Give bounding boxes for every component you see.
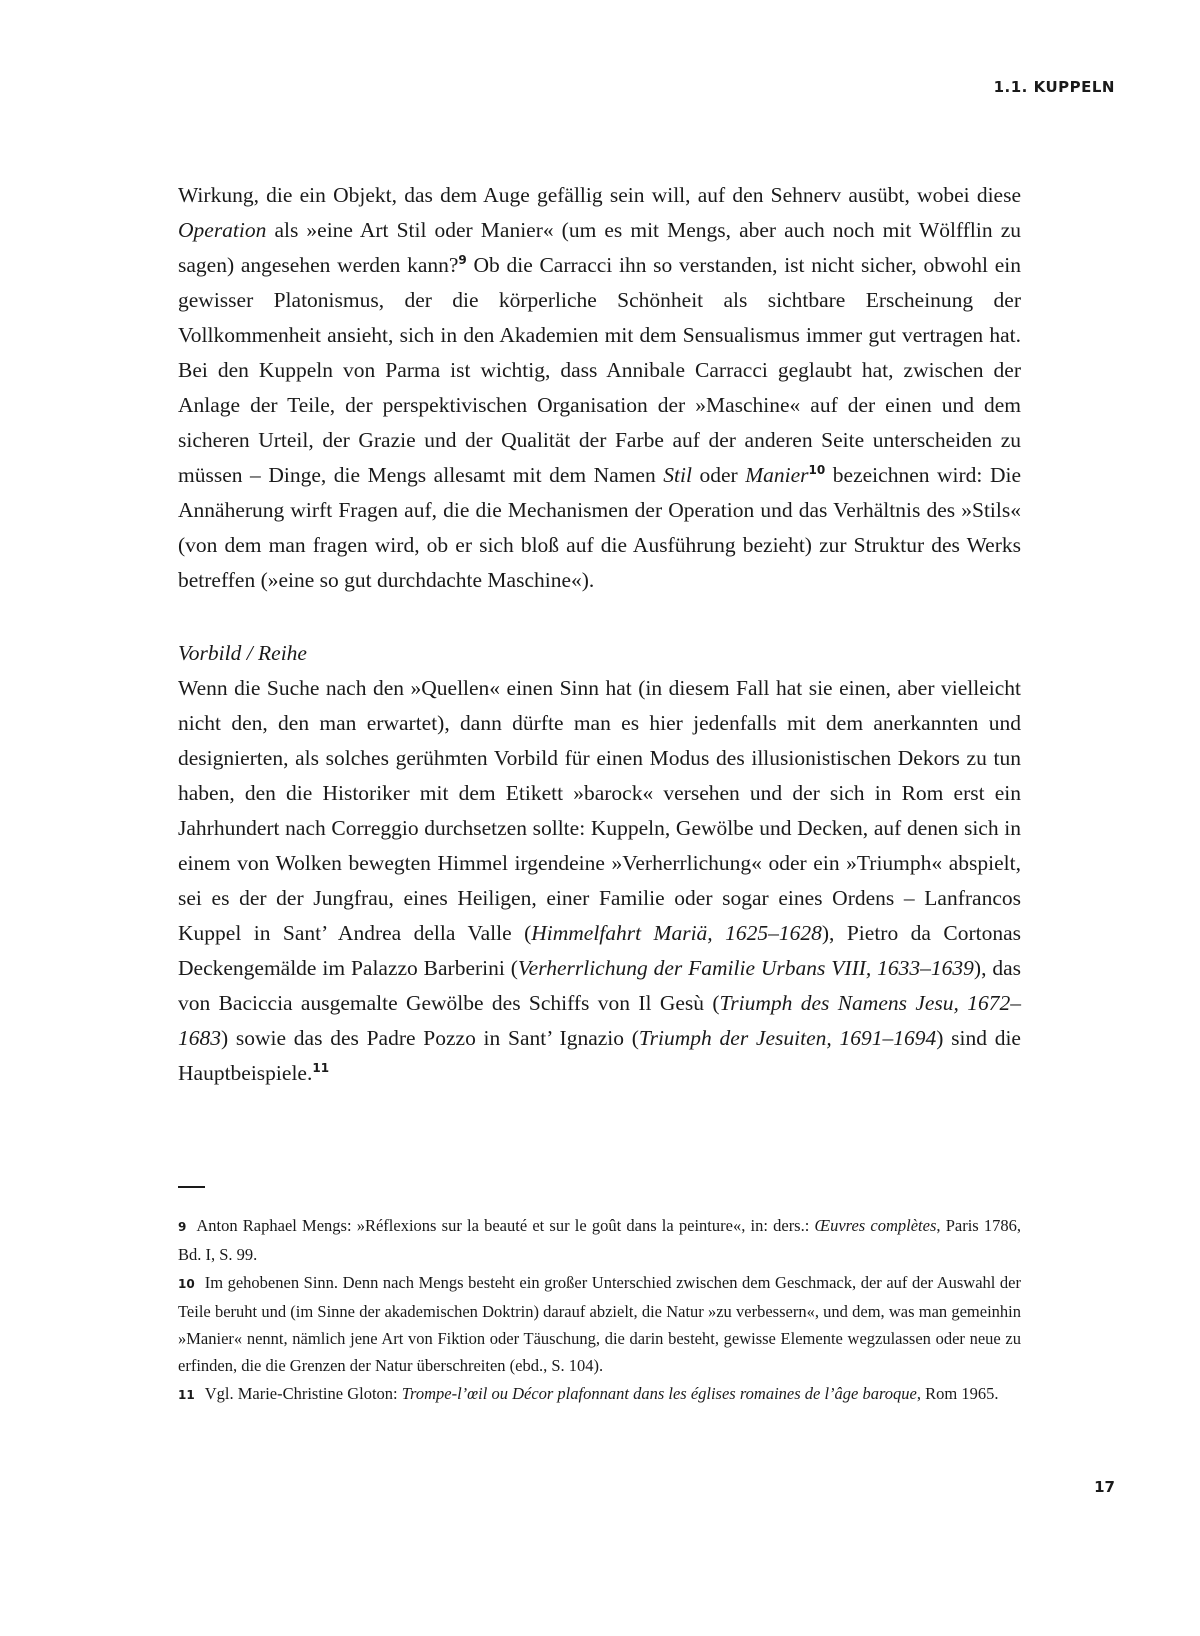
italic-run: Trompe-l’œil ou Décor plafonnant dans les églises romaines de l’âge baroque bbox=[401, 1384, 917, 1403]
footnotes bbox=[178, 1212, 1021, 1410]
text-run: ) sowie das des Padre Pozzo in Sant’ Ignazio ( bbox=[221, 1026, 639, 1050]
text-run: Anton Raphael Mengs: »Réflexions sur la beauté et sur le goût dans la peinture«, in: ders.: bbox=[196, 1216, 815, 1235]
footnote-ref[interactable]: 10 bbox=[808, 462, 826, 477]
text-run: Ob die Carracci ihn so verstanden, ist nicht sicher, obwohl ein gewisser Platonismus, der die körperliche Schönheit als sichtbare Erscheinung der Vollkommenheit ansieht, sich in den Akademien mit dem Sensualismus immer gut vertragen hat. Bei den Kuppeln von Parma ist wichtig, dass Annibale Carracci geglaubt hat, zwischen der Anlage der Teile, der perspektivischen Organisation der »Maschine« auf der einen und dem sicheren Urteil, der Grazie und der Qualität der Farbe auf der anderen Seite unterscheiden zu müssen – Dinge, die Mengs allesamt mit dem Namen bbox=[178, 253, 1021, 487]
text-run: bezeichnen wird: Die Annäherung wirft Fragen auf, die die Mechanismen der Operation und das Verhältnis des »Stils« (von dem man fragen wird, ob er sich bloß auf die Ausführung bezieht) zur Struktur des Werks betreffen (»eine so gut durchdachte Maschine«). bbox=[178, 463, 1021, 592]
italic-run: Stil bbox=[663, 463, 692, 487]
italic-run: Verherrlichung der Familie Urbans VIII, 1633–1639 bbox=[517, 956, 974, 980]
text-run: als »eine Art Stil oder Manier« (um es mit Mengs, aber auch noch mit Wölfflin zu sagen) angesehen werden kann? bbox=[178, 218, 1021, 277]
text-run: Wirkung, die ein Objekt, das dem Auge gefällig sein will, auf den Sehnerv ausübt, wobei diese bbox=[178, 183, 1021, 207]
paragraph bbox=[178, 671, 1021, 1091]
text-run: Vgl. Marie-Christine Gloton: bbox=[204, 1384, 402, 1403]
italic-run: Œuvres complètes bbox=[814, 1216, 937, 1235]
footnote bbox=[178, 1380, 1021, 1409]
section-heading: Vorbild / Reihe bbox=[178, 641, 307, 665]
text-run: ), das von Baciccia ausgemalte Gewölbe des Schiffs von Il Gesù ( bbox=[178, 956, 1021, 1015]
footnote-number: 9 bbox=[178, 1220, 187, 1234]
footnote bbox=[178, 1212, 1021, 1268]
italic-run: Operation bbox=[178, 218, 267, 242]
main-text bbox=[178, 178, 1021, 1091]
paragraph bbox=[178, 178, 1021, 598]
italic-run: Manier bbox=[745, 463, 809, 487]
footnote bbox=[178, 1269, 1021, 1379]
italic-run: Triumph des Namens Jesu, 1672–1683 bbox=[178, 991, 1021, 1050]
text-run: ) sind die Hauptbeispiele. bbox=[178, 1026, 1021, 1085]
text-run: , Paris 1786, Bd. I, S. 99. bbox=[178, 1216, 1022, 1264]
footnote-ref[interactable]: 9 bbox=[458, 252, 467, 267]
page-number: 17 bbox=[1094, 1478, 1115, 1496]
footnote-number: 11 bbox=[178, 1388, 195, 1402]
running-head: 1.1. KUPPELN bbox=[993, 78, 1115, 96]
text-run: Wenn die Suche nach den »Quellen« einen Sinn hat (in diesem Fall hat sie einen, aber vielleicht nicht den, den man erwartet), dann dürfte man es hier jedenfalls mit dem anerkannten und designierten, als solches gerühmten Vorbild für einen Modus des illusionistischen Dekors zu tun haben, den die Historiker mit dem Etikett »barock« versehen und der sich in Rom erst ein Jahrhundert nach Correggio durchsetzen sollte: Kuppeln, Gewölbe und Decken, auf denen sich in einem von Wolken bewegten Himmel irgendeine »Verherrlichung« oder ein »Triumph« abspielt, sei es der der Jungfrau, eines Heiligen, einer Familie oder sogar eines Ordens – Lanfrancos Kuppel in Sant’ Andrea della Valle ( bbox=[178, 676, 1021, 945]
italic-run: Triumph der Jesuiten, 1691–1694 bbox=[638, 1026, 937, 1050]
footnote-separator bbox=[178, 1186, 205, 1188]
text-run: , Rom 1965. bbox=[916, 1384, 999, 1403]
text-run: Im gehobenen Sinn. Denn nach Mengs besteht ein großer Unterschied zwischen dem Geschmack, der auf der Auswahl der Teile beruht und (im Sinne der akademischen Doktrin) darauf abzielt, die Natur »zu verbessern«, und dem, was man gemeinhin »Manier« nennt, nämlich jene Art von Fiktion oder Täuschung, die darin besteht, gewisse Elemente wegzulassen oder neue zu erfinden, die die Grenzen der Natur überschreiten (ebd., S. 104). bbox=[178, 1273, 1021, 1375]
italic-run: Himmelfahrt Mariä, 1625–1628 bbox=[531, 921, 822, 945]
text-run: ), Pietro da Cortonas Deckengemälde im Palazzo Barberini ( bbox=[178, 921, 1021, 980]
footnote-number: 10 bbox=[178, 1277, 195, 1291]
footnote-ref[interactable]: 11 bbox=[312, 1060, 330, 1075]
spacer bbox=[178, 598, 1021, 636]
text-run: oder bbox=[691, 463, 746, 487]
